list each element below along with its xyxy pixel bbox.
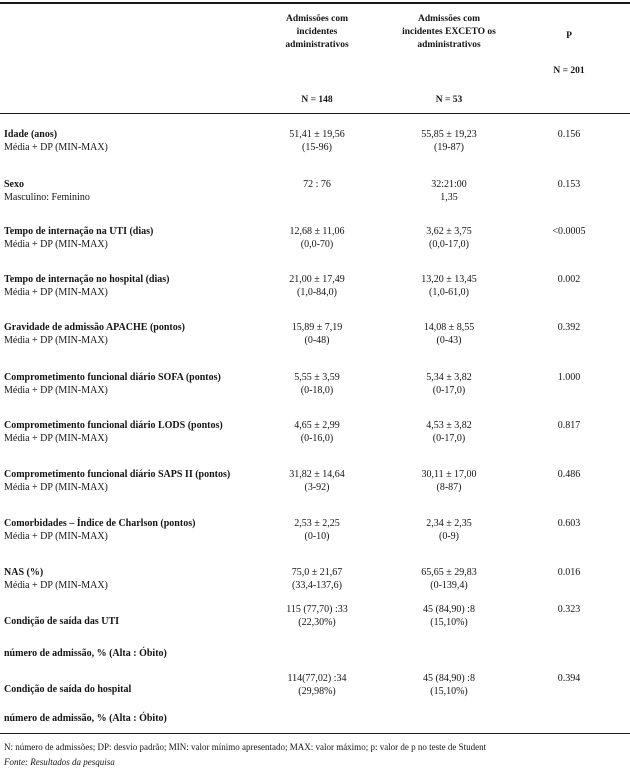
table-cell-group2 — [380, 566, 518, 592]
cell-line2: (8-87) — [436, 482, 462, 493]
cell-line1: 72 : 76 — [303, 179, 331, 190]
cell-line1: 115 (77,70) :33 — [286, 604, 348, 615]
row-subtitle: Média + DP (MIN-MAX) — [4, 433, 108, 444]
row-title: Tempo de internação na UTI (dias) — [4, 226, 154, 237]
table-row-sublabel — [4, 712, 284, 725]
cell-line2: (0-43) — [436, 335, 462, 346]
table-cell-group1 — [252, 566, 382, 592]
header-group1-line2: incidentes — [296, 27, 338, 37]
table-row-label — [4, 683, 284, 696]
row-title: Condição de saída do hospital — [4, 684, 132, 695]
table-cell-p: 0.016 — [557, 567, 581, 578]
cell-line2: 1,35 — [440, 192, 458, 203]
table-cell-p: 0.156 — [557, 129, 581, 140]
cell-line2: (15-96) — [302, 142, 332, 153]
cell-line2: (0-17,0) — [432, 433, 466, 444]
table-cell-p: 0.392 — [557, 322, 581, 333]
cell-line2: (29,98%) — [298, 686, 336, 697]
source-note: Fonte: Resultados da pesquisa — [4, 757, 115, 767]
cell-line2: (0,0-70) — [300, 239, 334, 250]
row-subtitle: número de admissão, % (Alta : Óbito) — [4, 713, 167, 724]
bottom-rule — [0, 733, 630, 734]
table-cell-group1 — [252, 225, 382, 251]
row-subtitle: número de admissão, % (Alta : Óbito) — [4, 648, 167, 659]
cell-line2: (15,10%) — [430, 686, 468, 697]
cell-line2: (1,0-84,0) — [297, 287, 337, 298]
table-row-label — [4, 273, 284, 299]
cell-line1: 5,34 ± 3,82 — [426, 372, 472, 383]
table-cell-group1 — [252, 273, 382, 299]
cell-line1: 75,0 ± 21,67 — [291, 567, 343, 578]
header-rule — [0, 113, 630, 114]
cell-line1: 4,53 ± 3,82 — [426, 420, 472, 431]
table-row-label — [4, 178, 284, 204]
cell-line1: 15,89 ± 7,19 — [291, 322, 343, 333]
table-row-label — [4, 128, 284, 154]
row-subtitle: Média + DP (MIN-MAX) — [4, 531, 108, 542]
table-cell-p: 0.486 — [557, 469, 581, 480]
footnote: N: número de admissões; DP: desvio padrão; MIN: valor mínimo apresentado; MAX: valor máximo; p: valor de p no teste de Student — [4, 742, 487, 752]
row-subtitle: Média + DP (MIN-MAX) — [4, 142, 108, 153]
header-n-total: N = 201 — [553, 66, 585, 76]
header-group1 — [252, 13, 382, 52]
cell-line1: 13,20 ± 13,45 — [421, 274, 477, 285]
table-row-label — [4, 419, 284, 445]
cell-line1: 2,53 ± 2,25 — [294, 518, 340, 529]
table-cell-group2 — [380, 178, 518, 204]
cell-line2: (0-18,0) — [300, 385, 334, 396]
row-title: Comprometimento funcional diário SOFA (pontos) — [4, 372, 221, 383]
row-subtitle: Masculino: Feminino — [4, 192, 90, 203]
table-cell-p: 0.002 — [557, 274, 581, 285]
table-cell-p: 0.394 — [557, 673, 581, 684]
table-cell-p: 1.000 — [557, 372, 581, 383]
row-subtitle: Média + DP (MIN-MAX) — [4, 335, 108, 346]
table-row-sublabel — [4, 647, 284, 660]
row-title: Condição de saída das UTI — [4, 616, 120, 627]
cell-line1: 3,62 ± 3,75 — [426, 226, 472, 237]
row-title: Tempo de internação no hospital (dias) — [4, 274, 170, 285]
cell-line1: 14,08 ± 8,55 — [423, 322, 475, 333]
row-title: Sexo — [4, 179, 24, 190]
table-cell-group2 — [380, 128, 518, 154]
table-cell-p: 0.153 — [557, 179, 581, 190]
table-cell-group2 — [380, 273, 518, 299]
table-row-label — [4, 468, 284, 494]
cell-line2: (33,4-137,6) — [292, 580, 342, 591]
table-cell-group1 — [252, 178, 382, 191]
cell-line1: 114(77,02) :34 — [287, 673, 347, 684]
header-group2-line2: incidentes EXCETO os — [402, 27, 496, 37]
cell-line1: 65,65 ± 29,83 — [421, 567, 477, 578]
header-n-group2: N = 53 — [435, 95, 463, 105]
table-row-label — [4, 371, 284, 397]
table-cell-group2 — [380, 419, 518, 445]
table-cell-group1 — [252, 419, 382, 445]
table-cell-group1 — [252, 672, 382, 698]
header-group2-line1: Admissões com — [417, 14, 480, 24]
table-cell-p: 0.323 — [557, 604, 581, 615]
table-cell-group2 — [380, 517, 518, 543]
cell-line2: (0-139,4) — [430, 580, 468, 591]
table-cell-group1 — [252, 321, 382, 347]
table-cell-group1 — [252, 128, 382, 154]
table-cell-p: 0.817 — [557, 420, 581, 431]
table-cell-group2 — [380, 371, 518, 397]
table-row-label — [4, 517, 284, 543]
header-p: P — [566, 31, 572, 41]
row-title: Comprometimento funcional diário SAPS II (pontos) — [4, 469, 231, 480]
header-group1-line1: Admissões com — [285, 14, 348, 24]
cell-line1: 51,41 ± 19,56 — [289, 129, 345, 140]
table-cell-group2 — [380, 225, 518, 251]
cell-line1: 12,68 ± 11,06 — [289, 226, 345, 237]
header-group2 — [380, 13, 518, 52]
cell-line2: (1,0-61,0) — [429, 287, 469, 298]
cell-line2: (0-10) — [304, 531, 330, 542]
cell-line2: (22,30%) — [298, 617, 336, 628]
header-n-group1: N = 148 — [301, 95, 333, 105]
header-group1-line3: administrativos — [285, 40, 349, 50]
row-subtitle: Média + DP (MIN-MAX) — [4, 287, 108, 298]
row-subtitle: Média + DP (MIN-MAX) — [4, 239, 108, 250]
row-title: Comorbidades – Índice de Charlson (pontos) — [4, 518, 196, 529]
cell-line1: 31,82 ± 14,64 — [289, 469, 345, 480]
table-cell-p: <0.0005 — [552, 226, 586, 237]
cell-line1: 4,65 ± 2,99 — [294, 420, 340, 431]
cell-line2: (0-17,0) — [432, 385, 466, 396]
cell-line2: (3-92) — [304, 482, 330, 493]
top-rule — [0, 2, 630, 4]
row-subtitle: Média + DP (MIN-MAX) — [4, 385, 108, 396]
table-cell-group2 — [380, 672, 518, 698]
table-row-label — [4, 225, 284, 251]
table-cell-p: 0.603 — [557, 518, 581, 529]
row-subtitle: Média + DP (MIN-MAX) — [4, 580, 108, 591]
cell-line1: 30,11 ± 17,00 — [421, 469, 477, 480]
table-cell-group1 — [252, 468, 382, 494]
cell-line1: 45 (84,90) :8 — [423, 673, 475, 684]
cell-line1: 2,34 ± 2,35 — [426, 518, 472, 529]
cell-line1: 21,00 ± 17,49 — [289, 274, 345, 285]
cell-line1: 5,55 ± 3,59 — [294, 372, 340, 383]
row-title: Idade (anos) — [4, 129, 58, 140]
table-cell-group2 — [380, 321, 518, 347]
table-cell-group1 — [252, 517, 382, 543]
cell-line2: (15,10%) — [430, 617, 468, 628]
cell-line1: 32:21:00 — [431, 179, 467, 190]
table-cell-group2 — [380, 468, 518, 494]
row-title: NAS (%) — [4, 567, 44, 578]
cell-line2: (0-48) — [304, 335, 330, 346]
header-group2-line3: administrativos — [417, 40, 481, 50]
table-row-label — [4, 615, 284, 628]
cell-line2: (19-87) — [434, 142, 464, 153]
table-row-label — [4, 321, 284, 347]
cell-line2: (0,0-17,0) — [429, 239, 469, 250]
cell-line2: (0-16,0) — [300, 433, 334, 444]
row-title: Comprometimento funcional diário LODS (pontos) — [4, 420, 223, 431]
row-subtitle: Média + DP (MIN-MAX) — [4, 482, 108, 493]
cell-line2: (0-9) — [439, 531, 459, 542]
table-cell-group2 — [380, 603, 518, 629]
cell-line1: 55,85 ± 19,23 — [421, 129, 477, 140]
cell-line1: 45 (84,90) :8 — [423, 604, 475, 615]
table-row-label — [4, 566, 284, 592]
table-cell-group1 — [252, 603, 382, 629]
table-cell-group1 — [252, 371, 382, 397]
row-title: Gravidade de admissão APACHE (pontos) — [4, 322, 185, 333]
